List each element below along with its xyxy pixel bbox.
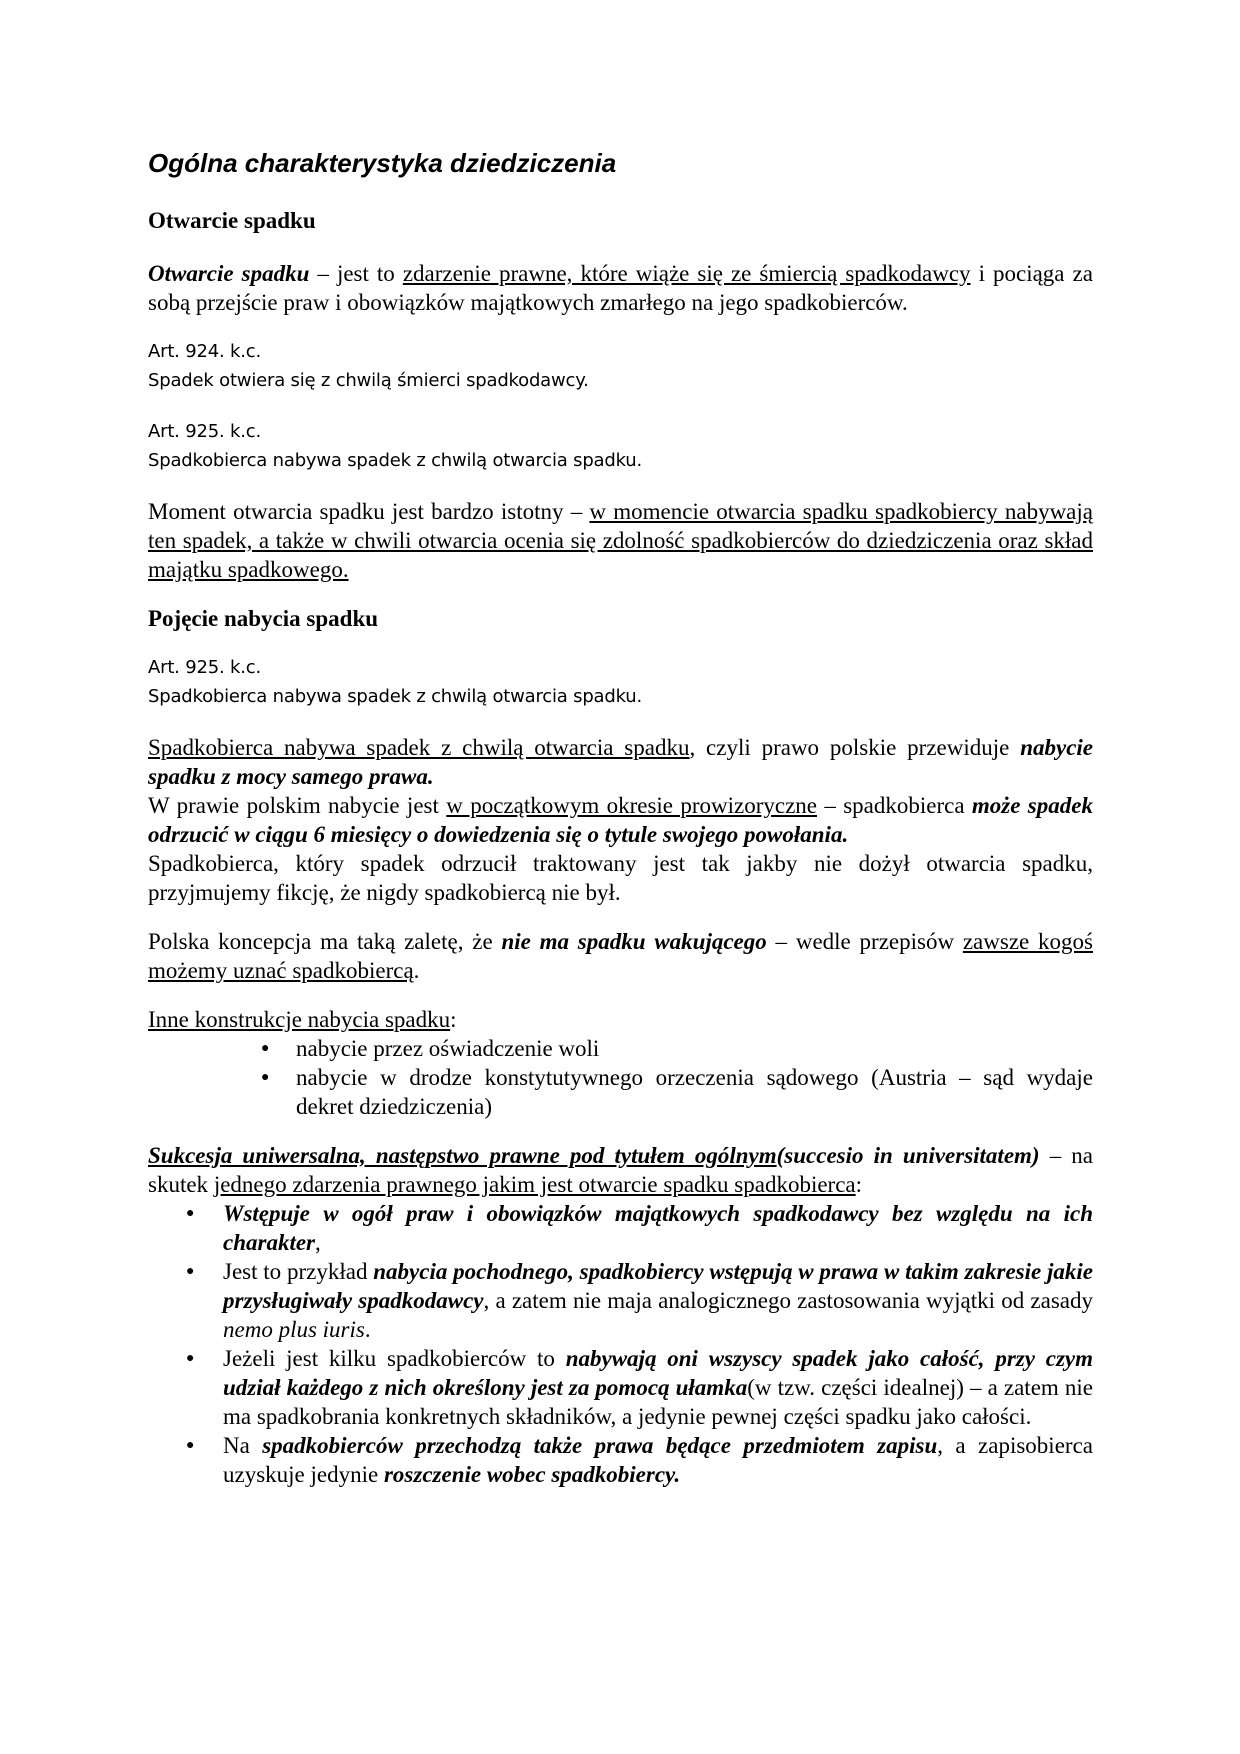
- prowizoryczne-paragraph: W prawie polskim nabycie jest w początkowym okresie prowizoryczne – spadkobierca może spadek odrzucić w ciągu 6 miesięcy o dowiedzenia się o tytule swojego powołania.: [148, 793, 1093, 847]
- list-item: ● Jeżeli jest kilku spadkobierców to nabywają oni wszyscy spadek jako całość, przy czym udział każdego z nich określony jest za pomocą ułamka(w tzw. części idealnej) – a zatem nie ma spadkobrania konkretnych składników, a jedynie pewnej części spadku jako całości.: [148, 1344, 1093, 1431]
- nabycie-paragraph: Spadkobierca nabywa spadek z chwilą otwarcia spadku, czyli prawo polskie przewiduje nabycie spadku z mocy samego prawa.: [148, 735, 1093, 789]
- article-925-title-2: Art. 925. k.c.: [148, 657, 261, 678]
- list-item: ● nabycie w drodze konstytutywnego orzeczenia sądowego (Austria – sąd wydaje dekret dziedziczenia): [148, 1063, 1093, 1121]
- document-title: Ogólna charakterystyka dziedziczenia: [148, 148, 617, 178]
- article-924-title: Art. 924. k.c.: [148, 341, 261, 362]
- sukcesja-list: [148, 1199, 1093, 1489]
- odrzucenie-paragraph: Spadkobierca, który spadek odrzucił traktowany jest tak jakby nie dożył otwarcia spadku, przyjmujemy fikcję, że nigdy spadkobiercą nie był.: [148, 851, 1093, 905]
- moment-paragraph: Moment otwarcia spadku jest bardzo istotny – w momencie otwarcia spadku spadkobiercy nabywają ten spadek, a także w chwili otwarcia ocenia się zdolność spadkobierców do dziedziczenia oraz skład majątku spadkowego.: [148, 499, 1093, 582]
- section-heading-otwarcie: Otwarcie spadku: [148, 208, 316, 233]
- article-925-text-2: Spadkobierca nabywa spadek z chwilą otwarcia spadku.: [148, 686, 643, 707]
- inne-konstrukcje-list: [148, 1034, 1093, 1121]
- article-925-text: Spadkobierca nabywa spadek z chwilą otwarcia spadku.: [148, 450, 643, 471]
- defined-term: Otwarcie spadku: [148, 261, 310, 286]
- sukcesja-paragraph: Sukcesja uniwersalna, następstwo prawne pod tytułem ogólnym(succesio in universitatem) – na skutek jednego zdarzenia prawnego jakim jest otwarcie spadku spadkobierca:: [148, 1143, 1093, 1197]
- definition-paragraph: Otwarcie spadku – jest to zdarzenie prawne, które wiąże się ze śmiercią spadkodawcy i pociąga za sobą przejście praw i obowiązków majątkowych zmarłego na jego spadkobierców.: [148, 261, 1093, 315]
- list-item: ● nabycie przez oświadczenie woli: [148, 1034, 1093, 1063]
- inne-konstrukcje-label: Inne konstrukcje nabycia spadku:: [148, 1007, 457, 1032]
- section-heading-nabycie: Pojęcie nabycia spadku: [148, 606, 379, 631]
- list-item: ● Na spadkobierców przechodzą także prawa będące przedmiotem zapisu, a zapisobierca uzyskuje jedynie roszczenie wobec spadkobiercy.: [148, 1431, 1093, 1489]
- article-924-text: Spadek otwiera się z chwilą śmierci spadkodawcy.: [148, 370, 589, 391]
- list-item: ● Wstępuje w ogół praw i obowiązków majątkowych spadkodawcy bez względu na ich charakter,: [148, 1199, 1093, 1257]
- list-item: ● Jest to przykład nabycia pochodnego, spadkobiercy wstępują w prawa w takim zakresie jakie przysługiwały spadkodawcy, a zatem nie maja analogicznego zastosowania wyjątki od zasady nemo plus iuris.: [148, 1257, 1093, 1344]
- document-page: [148, 140, 1093, 1489]
- koncepcja-paragraph: Polska koncepcja ma taką zaletę, że nie ma spadku wakującego – wedle przepisów zawsze kogoś możemy uznać spadkobiercą.: [148, 929, 1093, 983]
- article-925-title: Art. 925. k.c.: [148, 421, 261, 442]
